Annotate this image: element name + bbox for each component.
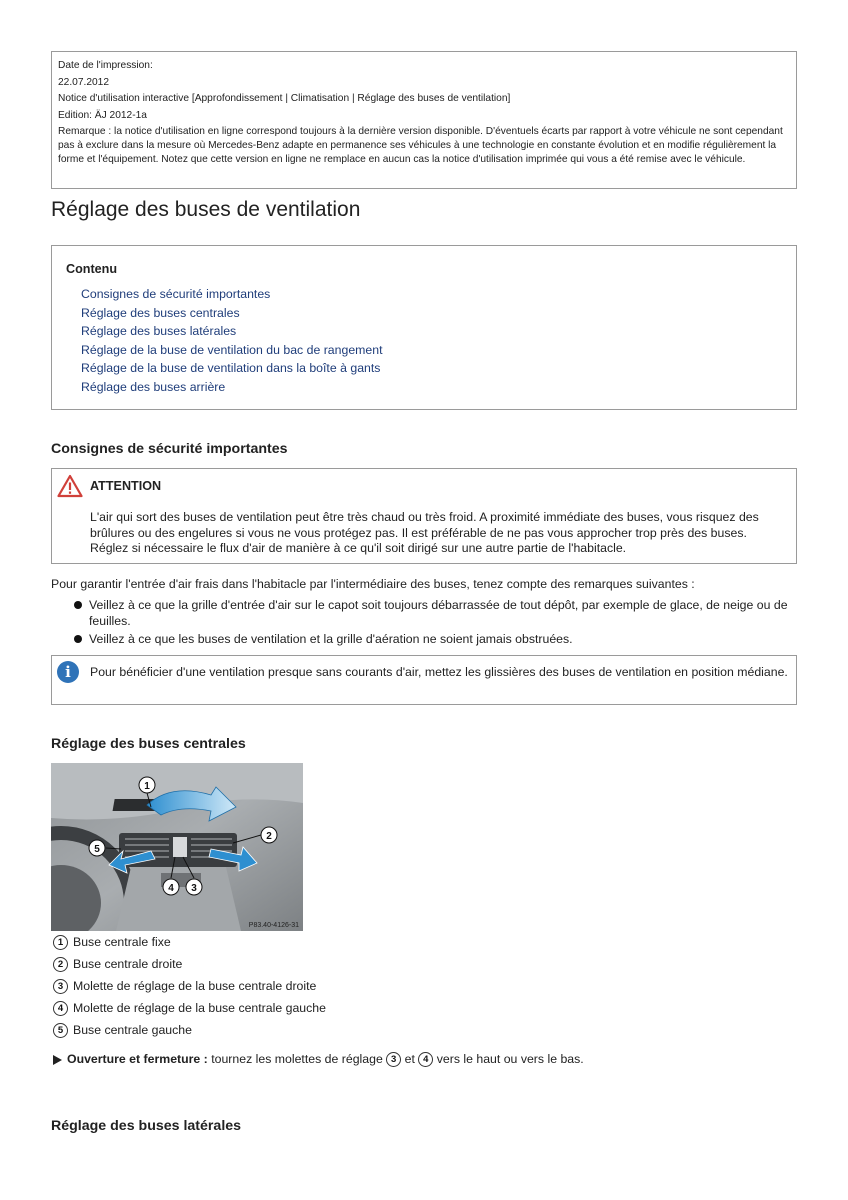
legend-num: 2 (53, 957, 68, 972)
toc-link-storage[interactable]: Réglage de la buse de ventilation du bac de rangement (81, 342, 383, 357)
dashboard-vents-illustration (51, 763, 303, 931)
toc-link-safety[interactable]: Consignes de sécurité importantes (81, 287, 271, 301)
callout-1 (139, 777, 155, 793)
breadcrumb: Notice d'utilisation interactive [Approfondissement | Climatisation | Réglage des buses de ventilation] (58, 93, 511, 105)
legend-item-1 (53, 935, 171, 950)
instruction-post: vers le haut ou vers le bas. (436, 1052, 584, 1066)
warning-text: L'air qui sort des buses de ventilation peut être très chaud ou très froid. A proximité immédiate des buses, vous risquez des brûlures ou des engelures si vous ne vous protégez pas. Il est préférable de ne pas vous approcher trop près des buses. Réglez si nécessaire le flux d'air de manière à ce qu'il soit dirigé sur une autre partie de l'habitacle. (90, 510, 759, 556)
warning-triangle-icon (57, 474, 83, 498)
callout-4 (163, 879, 179, 895)
photo-code: P83.40-4126-31 (248, 922, 299, 929)
toc-link-glovebox[interactable]: Réglage de la buse de ventilation dans la boîte à gants (81, 361, 381, 375)
legend-item-5 (53, 1023, 192, 1038)
callout-2 (261, 827, 277, 843)
callout-5 (89, 840, 105, 856)
section-heading-lateral: Réglage des buses latérales (51, 1118, 242, 1134)
page-title: Réglage des buses de ventilation (51, 198, 361, 221)
instruction-pre: tournez les molettes de réglage (211, 1052, 383, 1066)
safety-bullet-1: Veillez à ce que la grille d'entrée d'air sur le capot soit toujours débarrassée de tout dépôt, par exemple de glace, de neige ou de feuilles. (89, 598, 788, 628)
warning-box (51, 468, 797, 564)
instruction-arrow-icon (53, 1055, 62, 1065)
info-box (51, 655, 797, 705)
legend-text: Buse centrale droite (73, 957, 183, 971)
central-instruction (67, 1052, 787, 1068)
legend-item-4 (53, 1001, 326, 1016)
toc-link-rear[interactable]: Réglage des buses arrière (81, 379, 226, 394)
toc-title: Contenu (66, 262, 118, 276)
print-date: 22.07.2012 (58, 76, 109, 88)
remark: Remarque : la notice d'utilisation en ligne correspond toujours à la dernière version disponible. D'éventuels écarts par rapport à votre véhicule ne sont cependant pas à exclure dans la mesure où Mercedes-Benz adapte en permanence ses véhicules à une technologie en constante évolution et en modifie régulièrement la forme et l'équipement. Notez que cette version en ligne ne remplace en aucun cas la notice d'utilisation imprimée qui vous a été remise avec le véhicule. (58, 126, 783, 165)
central-vents-photo (51, 763, 303, 931)
safety-intro: Pour garantir l'entrée d'air frais dans l'habitacle par l'intermédiaire des buses, tenez compte des remarques suivantes : (51, 577, 695, 591)
print-date-label: Date de l'impression: (58, 60, 153, 71)
toc-link-lateral[interactable]: Réglage des buses latérales (81, 324, 237, 338)
legend-text: Molette de réglage de la buse centrale gauche (73, 1001, 326, 1015)
edition: Edition: ÄJ 2012-1a (58, 109, 147, 121)
legend-text: Buse centrale fixe (73, 935, 171, 949)
table-of-contents (51, 245, 797, 410)
info-icon: i (57, 661, 79, 683)
legend-num: 4 (53, 1001, 68, 1016)
legend-text: Molette de réglage de la buse centrale droite (73, 979, 317, 993)
svg-text:2: 2 (266, 831, 272, 842)
svg-text:5: 5 (94, 844, 100, 855)
legend-item-3 (53, 979, 316, 994)
section-heading-safety: Consignes de sécurité importantes (51, 441, 288, 457)
legend-num: 1 (53, 935, 68, 950)
callout-3 (186, 879, 202, 895)
instruction-label: Ouverture et fermeture : (67, 1052, 208, 1066)
legend-item-2 (53, 957, 182, 972)
legend-num: 5 (53, 1023, 68, 1038)
toc-link-central[interactable]: Réglage des buses centrales (81, 305, 240, 320)
instruction-ref-4: 4 (418, 1052, 433, 1067)
svg-text:3: 3 (191, 883, 197, 894)
instruction-mid: et (404, 1052, 415, 1066)
warning-title: ATTENTION (90, 479, 162, 493)
safety-bullet-2: Veillez à ce que les buses de ventilation et la grille d'aération ne soient jamais obstruées. (89, 632, 573, 646)
bullet-dot (74, 635, 82, 643)
print-metadata-box (51, 51, 797, 189)
bullet-dot (74, 601, 82, 609)
info-text: Pour bénéficier d'une ventilation presque sans courants d'air, mettez les glissières des buses de ventilation en position médiane. (90, 665, 788, 679)
svg-text:1: 1 (144, 781, 150, 792)
section-heading-central: Réglage des buses centrales (51, 736, 246, 752)
instruction-ref-3: 3 (386, 1052, 401, 1067)
svg-text:4: 4 (168, 883, 174, 894)
legend-text: Buse centrale gauche (73, 1023, 192, 1037)
legend-num: 3 (53, 979, 68, 994)
